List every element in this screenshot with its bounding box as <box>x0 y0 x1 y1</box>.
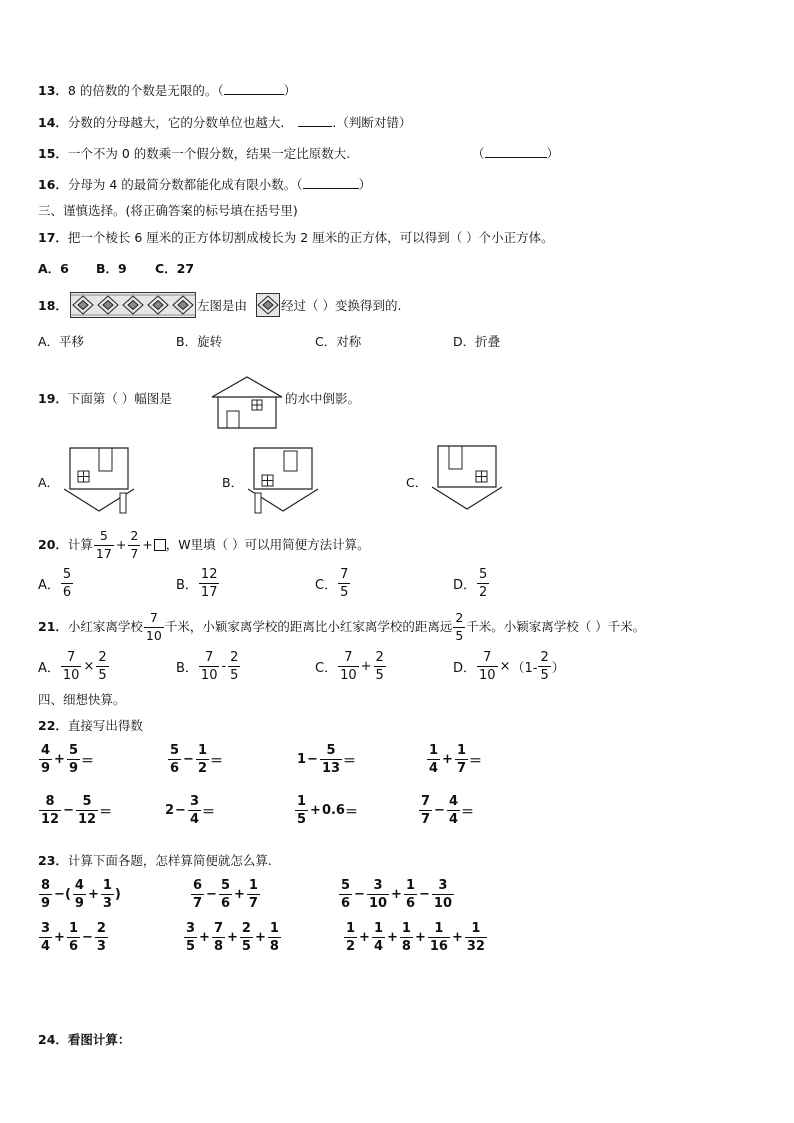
question-15 <box>38 145 350 163</box>
section-heading-3: 三、谨慎选择。(将正确答案的标号填在括号里) <box>38 203 298 218</box>
option-b-reflection-figure[interactable] <box>246 447 320 515</box>
question-number: 13． <box>38 83 68 98</box>
answer-blank[interactable] <box>298 115 332 127</box>
question-18 <box>38 297 68 315</box>
fraction: $\frac{2}{5}$ <box>455 610 464 643</box>
calc-expression: $\frac{6}{7}$ − $\frac{5}{6}$ + $\frac{1}{7}$ <box>193 878 258 911</box>
question-23 <box>38 852 272 870</box>
option-d[interactable]: D． $\frac{7}{10}$ × （1- $\frac{2}{5}$ ） <box>453 650 565 683</box>
question-text: 计算下面各题，怎样算简便就怎么算. <box>67 853 272 868</box>
fraction: $\frac{2}{7}$ <box>130 528 139 561</box>
mental-calc-item: 1 − $\frac{5}{13}$ ＝ <box>297 743 357 776</box>
blank-square-box <box>154 539 166 551</box>
calc-expression: $\frac{3}{5}$ + $\frac{7}{8}$ + $\frac{2}{5}$ + $\frac{1}{8}$ <box>186 921 279 954</box>
question-text: 分母为 4 的最简分数都能化成有限小数。（ <box>67 177 303 192</box>
question-text: 把一个棱长 6 厘米的正方体切割成棱长为 2 厘米的正方体，可以得到（ ）个小正方体。 <box>67 230 554 245</box>
question-text: 计算 <box>67 537 93 552</box>
question-19 <box>38 390 172 408</box>
diamond-tile-figure <box>256 293 280 317</box>
calc-expression: $\frac{8}{9}$ −( $\frac{4}{9}$ + $\frac{1}{3}$ ) <box>41 878 121 911</box>
question-number: 21． <box>38 619 68 634</box>
calc-expression: $\frac{1}{2}$ + $\frac{1}{4}$ + $\frac{1}{8}$ + $\frac{1}{16}$ + $\frac{1}{32}$ <box>346 921 485 954</box>
question-number: 14． <box>38 115 68 130</box>
question-16: 16．分母为 4 的最简分数都能化成有限小数。（ ） <box>38 177 372 192</box>
question-number: 16． <box>38 177 68 192</box>
question-number: 24． <box>38 1032 68 1047</box>
mental-calc-item: 2 − $\frac{3}{4}$ ＝ <box>165 794 216 827</box>
question-text: 分数的分母越大，它的分数单位也越大. <box>67 115 285 130</box>
question-18-text-a: 左图是由 <box>197 298 248 313</box>
option-c[interactable]: C．对称 <box>315 334 362 349</box>
mental-calc-item: $\frac{7}{7}$ − $\frac{4}{4}$ ＝ <box>421 794 475 827</box>
question-17 <box>38 229 554 247</box>
question-13: 13．8 的倍数的个数是无限的。（ ） <box>38 83 297 98</box>
mental-calc-item: $\frac{8}{12}$ − $\frac{5}{12}$ ＝ <box>41 794 113 827</box>
option-c[interactable]: C．27 <box>155 261 195 276</box>
question-24 <box>38 1031 130 1049</box>
fraction: $\frac{7}{10}$ <box>145 610 162 643</box>
option-a[interactable]: A．6 <box>38 261 69 276</box>
diamond-border-pattern-figure <box>70 292 196 318</box>
option-c[interactable]: C． <box>406 475 428 490</box>
question-text: 一个不为 0 的数乘一个假分数，结果一定比原数大. <box>67 146 351 161</box>
question-text: 下面第（ ）幅图是 <box>67 391 172 406</box>
answer-blank[interactable] <box>303 177 359 189</box>
question-number: 22． <box>38 718 68 733</box>
option-b[interactable]: B．旋转 <box>176 334 223 349</box>
question-number: 23． <box>38 853 68 868</box>
question-number: 19． <box>38 391 68 406</box>
option-a[interactable]: A． $\frac{7}{10}$ × $\frac{2}{5}$ <box>38 650 107 683</box>
question-number: 18． <box>38 298 68 313</box>
option-c[interactable]: C． $\frac{7}{5}$ <box>315 567 349 600</box>
question-text: 看图计算： <box>67 1032 131 1047</box>
option-c-reflection-figure[interactable] <box>430 445 504 513</box>
answer-blank[interactable] <box>485 146 547 158</box>
option-b[interactable]: B． $\frac{7}{10}$ - $\frac{2}{5}$ <box>176 650 239 683</box>
option-d[interactable]: D． $\frac{5}{2}$ <box>453 567 488 600</box>
mental-calc-item: $\frac{1}{4}$ + $\frac{1}{7}$ ＝ <box>429 743 483 776</box>
option-d[interactable]: D．折叠 <box>453 334 501 349</box>
answer-blank[interactable] <box>224 83 284 95</box>
mental-calc-item: $\frac{1}{5}$ + 0.6 ＝ <box>297 794 358 827</box>
question-number: 15． <box>38 146 68 161</box>
option-a[interactable]: A． <box>38 475 60 490</box>
question-19-text-b: 的水中倒影。 <box>285 391 361 406</box>
question-text: ，W里填（ ）可以用简便方法计算。 <box>165 537 370 552</box>
house-figure <box>210 375 284 429</box>
option-a[interactable]: A． $\frac{5}{6}$ <box>38 567 72 600</box>
calc-expression: $\frac{3}{4}$ + $\frac{1}{6}$ − $\frac{2}{3}$ <box>41 921 106 954</box>
mental-calc-item: $\frac{4}{9}$ + $\frac{5}{9}$ ＝ <box>41 743 95 776</box>
question-text: 直接写出得数 <box>67 718 143 733</box>
question-20: 20． 计算 $\frac{5}{17}$ + $\frac{2}{7}$ + ，W里填（ ）可以用简便方法计算。 <box>38 528 370 561</box>
section-heading-4: 四、细想快算。 <box>38 692 126 707</box>
mental-calc-item: $\frac{5}{6}$ − $\frac{1}{2}$ ＝ <box>170 743 224 776</box>
option-c[interactable]: C． $\frac{7}{10}$ + $\frac{2}{5}$ <box>315 650 384 683</box>
fraction: $\frac{5}{17}$ <box>95 528 112 561</box>
option-b[interactable]: B． <box>222 475 244 490</box>
question-15-answer: （ ） <box>472 146 560 161</box>
question-number: 17． <box>38 230 68 245</box>
question-21: 21． 小红家离学校 $\frac{7}{10}$ 千米，小颖家离学校的距离比小红家离学校的距离远 $\frac{2}{5}$ 千米。小颖家离学校（ ）千米。 <box>38 610 646 643</box>
question-22 <box>38 717 143 735</box>
option-b[interactable]: B． $\frac{12}{17}$ <box>176 567 218 600</box>
option-b[interactable]: B．9 <box>96 261 127 276</box>
question-number: 20． <box>38 537 68 552</box>
calc-expression: $\frac{5}{6}$ − $\frac{3}{10}$ + $\frac{1}{6}$ − $\frac{3}{10}$ <box>341 878 452 911</box>
question-text: 8 的倍数的个数是无限的。（ <box>67 83 224 98</box>
option-a-reflection-figure[interactable] <box>62 447 136 515</box>
question-18-text-b: 经过（ ）变换得到的. <box>281 298 402 313</box>
question-14: 14．分数的分母越大，它的分数单位也越大. .（判断对错） <box>38 115 412 130</box>
option-a[interactable]: A．平移 <box>38 334 85 349</box>
